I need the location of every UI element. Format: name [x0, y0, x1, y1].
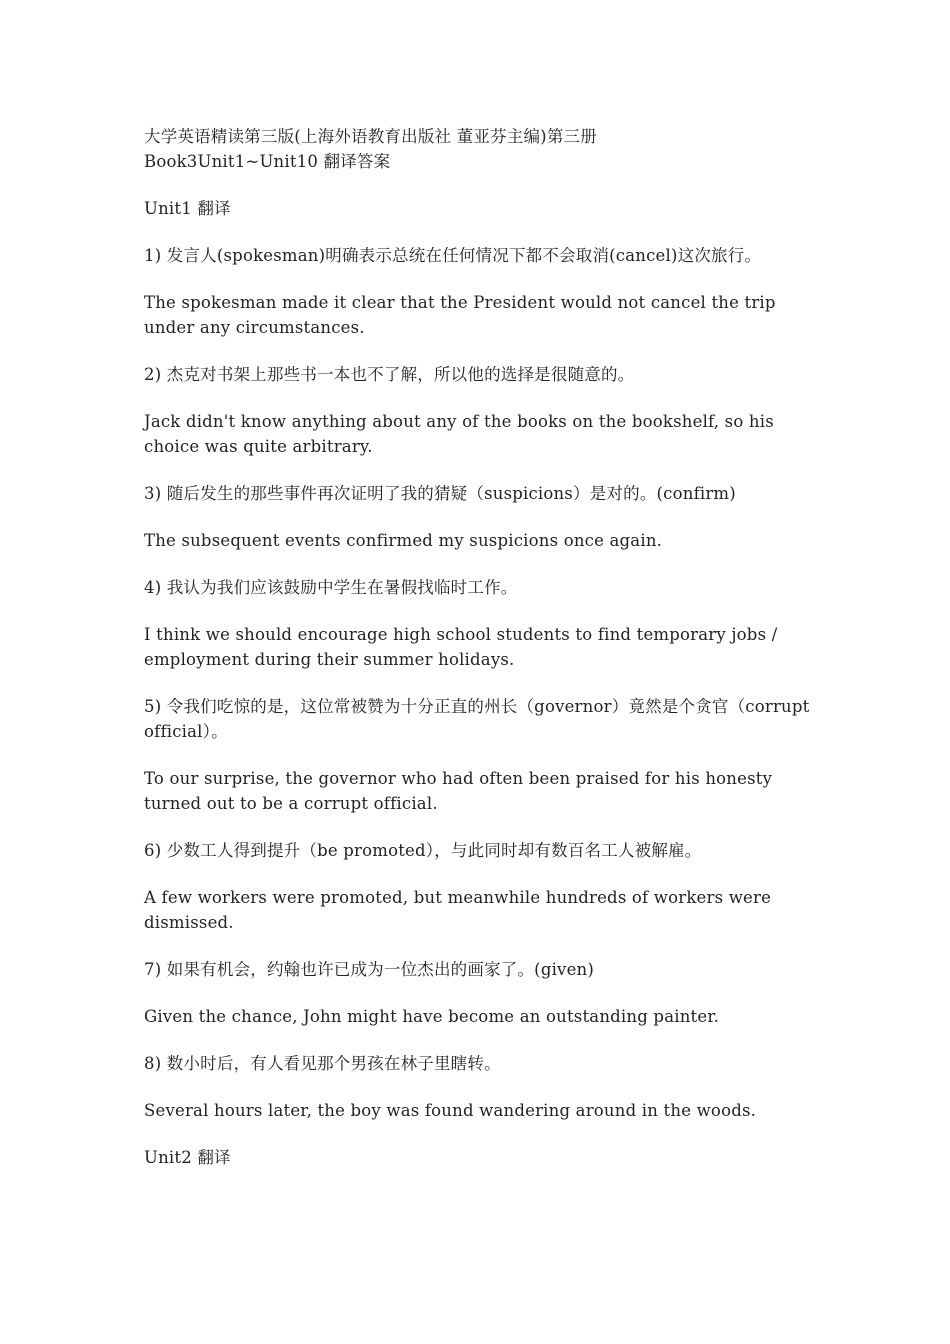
document-title [144, 124, 810, 174]
item-6-chinese: 6) 少数工人得到提升（be promoted），与此同时却有数百名工人被解雇。 [144, 841, 702, 860]
item-4-chinese: 4) 我认为我们应该鼓励中学生在暑假找临时工作。 [144, 578, 518, 597]
item-3-chinese: 3) 随后发生的那些事件再次证明了我的猜疑（suspicions）是对的。(confirm) [144, 484, 736, 503]
item-5-chinese: 5) 令我们吃惊的是，这位常被赞为十分正直的州长（governor）竟然是个贪官（corrupt official）。 [144, 697, 815, 741]
item-4-english: I think we should encourage high school students to find temporary jobs / employment during their summer holidays. [144, 625, 783, 669]
item-8-chinese: 8) 数小时后，有人看见那个男孩在林子里瞎转。 [144, 1054, 501, 1073]
item-3-english: The subsequent events confirmed my suspicions once again. [144, 531, 663, 550]
item-1-chinese: 1) 发言人(spokesman)明确表示总统在任何情况下都不会取消(cancel)这次旅行。 [144, 246, 762, 265]
title-line-2: Book3Unit1~Unit10 翻译答案 [144, 152, 391, 171]
item-6-english: A few workers were promoted, but meanwhile hundreds of workers were dismissed. [144, 888, 777, 932]
item-2-english: Jack didn't know anything about any of the books on the bookshelf, so his choice was quite arbitrary. [144, 412, 780, 456]
item-1-english: The spokesman made it clear that the President would not cancel the trip under any circumstances. [144, 293, 782, 337]
item-8-english: Several hours later, the boy was found wandering around in the woods. [144, 1101, 757, 1120]
document-page [144, 124, 815, 1192]
unit2-heading: Unit2 翻译 [144, 1148, 231, 1167]
title-line-1: 大学英语精读第三版(上海外语教育出版社 董亚芬主编)第三册 [144, 127, 597, 146]
unit1-heading: Unit1 翻译 [144, 199, 231, 218]
item-7-english: Given the chance, John might have become an outstanding painter. [144, 1007, 720, 1026]
item-2-chinese: 2) 杰克对书架上那些书一本也不了解，所以他的选择是很随意的。 [144, 365, 635, 384]
item-7-chinese: 7) 如果有机会，约翰也许已成为一位杰出的画家了。(given) [144, 960, 595, 979]
item-5-english: To our surprise, the governor who had often been praised for his honesty turned out to be a corrupt official. [144, 769, 778, 813]
